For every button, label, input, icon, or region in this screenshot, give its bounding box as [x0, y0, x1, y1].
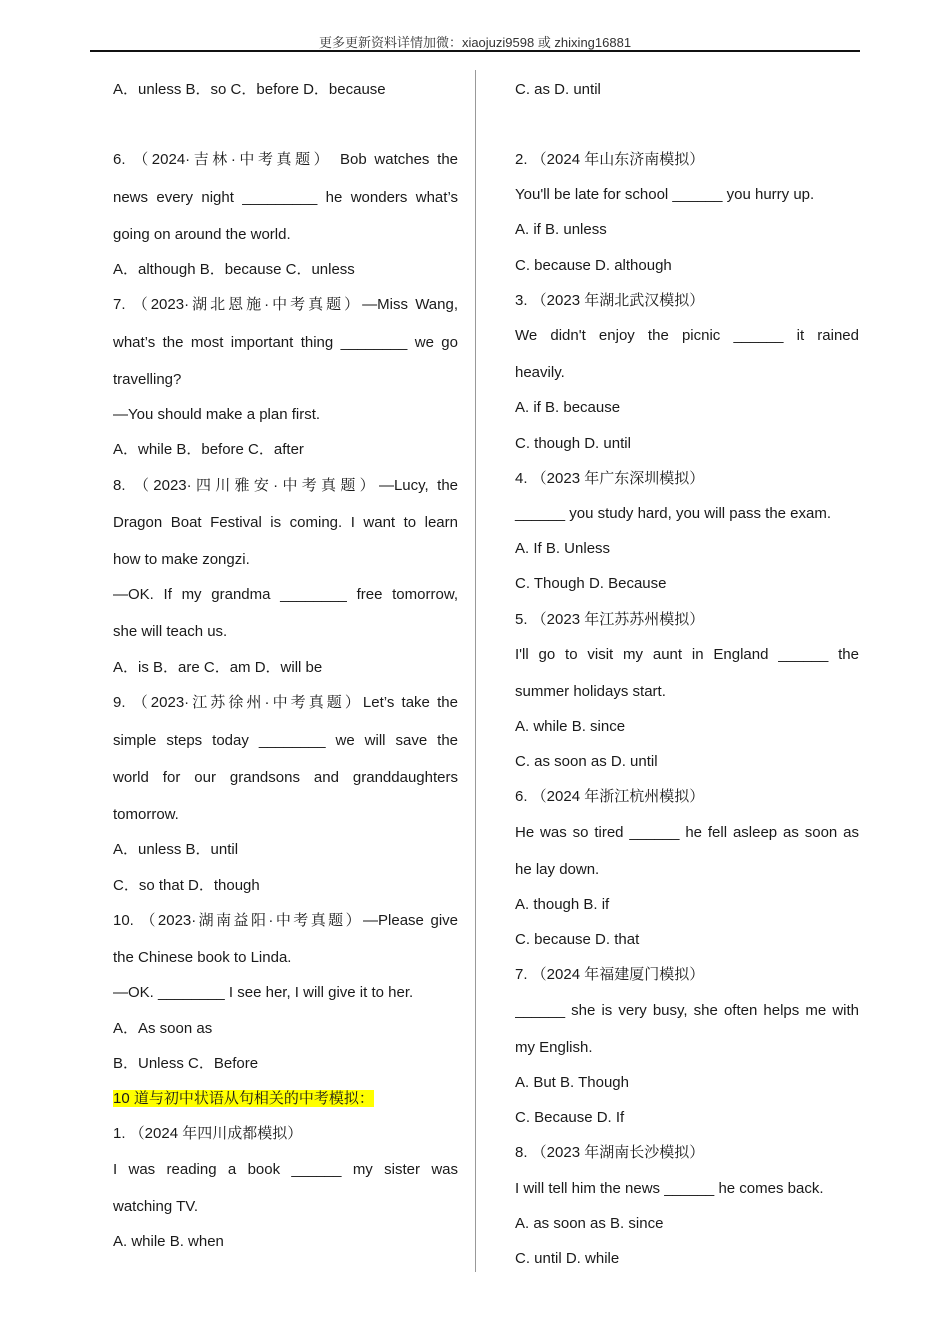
- text-line: ______ she is very busy, she often helps me with: [515, 1002, 859, 1019]
- text-line: my English.: [515, 1039, 593, 1056]
- text-line: ______ you study hard, you will pass the exam.: [515, 505, 832, 522]
- text-line: 8. （2023 年湖南长沙模拟）: [515, 1144, 705, 1161]
- text-line: heavily.: [515, 364, 565, 381]
- text-line: watching TV.: [113, 1198, 199, 1215]
- text-line: I was reading a book ______ my sister was: [113, 1161, 458, 1178]
- header-rule: [90, 50, 860, 52]
- text-line: A．unless B．until: [113, 841, 239, 858]
- text-line: C. as D. until: [515, 81, 601, 98]
- text-line: A. while B. when: [113, 1233, 224, 1250]
- text-line: how to make zongzi.: [113, 551, 250, 568]
- text-line: 2. （2024 年山东济南模拟）: [515, 151, 705, 168]
- text-line: C. because D. although: [515, 257, 672, 274]
- text-line: the Chinese book to Linda.: [113, 949, 292, 966]
- text-line: summer holidays start.: [515, 683, 666, 700]
- text-line: I will tell him the news ______ he comes back.: [515, 1180, 824, 1197]
- text-line: 10. （2023·湖南益阳·中考真题）—Please give: [113, 912, 458, 929]
- text-line: 1. （2024 年四川成都模拟）: [113, 1125, 303, 1142]
- text-line: world for our grandsons and granddaughters: [113, 769, 458, 786]
- text-line: A. while B. since: [515, 718, 626, 735]
- text-line: he lay down.: [515, 861, 600, 878]
- text-line: Dragon Boat Festival is coming. I want to learn: [113, 514, 458, 531]
- text-line: she will teach us.: [113, 623, 228, 640]
- text-line: C. Because D. If: [515, 1109, 625, 1126]
- text-line: 5. （2023 年江苏苏州模拟）: [515, 611, 705, 628]
- text-line: 6. （2024·吉林·中考真题） Bob watches the: [113, 151, 458, 168]
- text-line: A. if B. unless: [515, 221, 607, 238]
- text-line: A. If B. Unless: [515, 540, 611, 557]
- text-line: C. as soon as D. until: [515, 753, 658, 770]
- text-line: B．Unless C．Before: [113, 1055, 259, 1072]
- text-line: travelling?: [113, 371, 182, 388]
- text-line: A．is B．are C．am D．will be: [113, 659, 323, 676]
- text-line: —You should make a plan first.: [113, 406, 321, 423]
- text-line: —OK. If my grandma ________ free tomorrow,: [113, 586, 458, 603]
- text-line: going on around the world.: [113, 226, 291, 243]
- text-line: 8. （2023·四川雅安·中考真题）—Lucy, the: [113, 477, 458, 494]
- text-line: We didn't enjoy the picnic ______ it rained: [515, 327, 859, 344]
- text-line: A．As soon as: [113, 1020, 213, 1037]
- text-line: C. until D. while: [515, 1250, 620, 1267]
- text-line: —OK. ________ I see her, I will give it to her.: [113, 984, 414, 1001]
- text-line: A．while B．before C．after: [113, 441, 304, 458]
- text-line: C. because D. that: [515, 931, 640, 948]
- text-line: 3. （2023 年湖北武汉模拟）: [515, 292, 705, 309]
- highlighted-heading: 10 道与初中状语从句相关的中考模拟：: [113, 1090, 374, 1107]
- text-line: You'll be late for school ______ you hurry up.: [515, 186, 815, 203]
- text-line: 9. （2023·江苏徐州·中考真题）Let’s take the: [113, 694, 458, 711]
- text-line: A．although B．because C．unless: [113, 261, 355, 278]
- text-line: what’s the most important thing ________ we go: [113, 334, 458, 351]
- page-header: 更多更新资料详情加微：xiaojuzi9598 或 zhixing16881: [318, 35, 632, 50]
- text-line: A. as soon as B. since: [515, 1215, 664, 1232]
- text-line: A. if B. because: [515, 399, 621, 416]
- text-line: 6. （2024 年浙江杭州模拟）: [515, 788, 705, 805]
- text-line: He was so tired ______ he fell asleep as soon as: [515, 824, 859, 841]
- text-line: simple steps today ________ we will save the: [113, 732, 458, 749]
- text-line: A. But B. Though: [515, 1074, 629, 1091]
- text-line: I'll go to visit my aunt in England ______ the: [515, 646, 859, 663]
- column-divider: [475, 70, 476, 1272]
- text-line: C. Though D. Because: [515, 575, 667, 592]
- text-line: news every night _________ he wonders what’s: [113, 189, 458, 206]
- text-line: 4. （2023 年广东深圳模拟）: [515, 470, 705, 487]
- text-line: [113, 1089, 374, 1109]
- text-line: C．so that D．though: [113, 877, 260, 894]
- text-line: 7. （2023·湖北恩施·中考真题）—Miss Wang,: [113, 296, 458, 313]
- text-line: A．unless B．so C．before D．because: [113, 81, 386, 98]
- text-line: 7. （2024 年福建厦门模拟）: [515, 966, 705, 983]
- text-line: C. though D. until: [515, 435, 631, 452]
- text-line: A. though B. if: [515, 896, 610, 913]
- text-line: tomorrow.: [113, 806, 179, 823]
